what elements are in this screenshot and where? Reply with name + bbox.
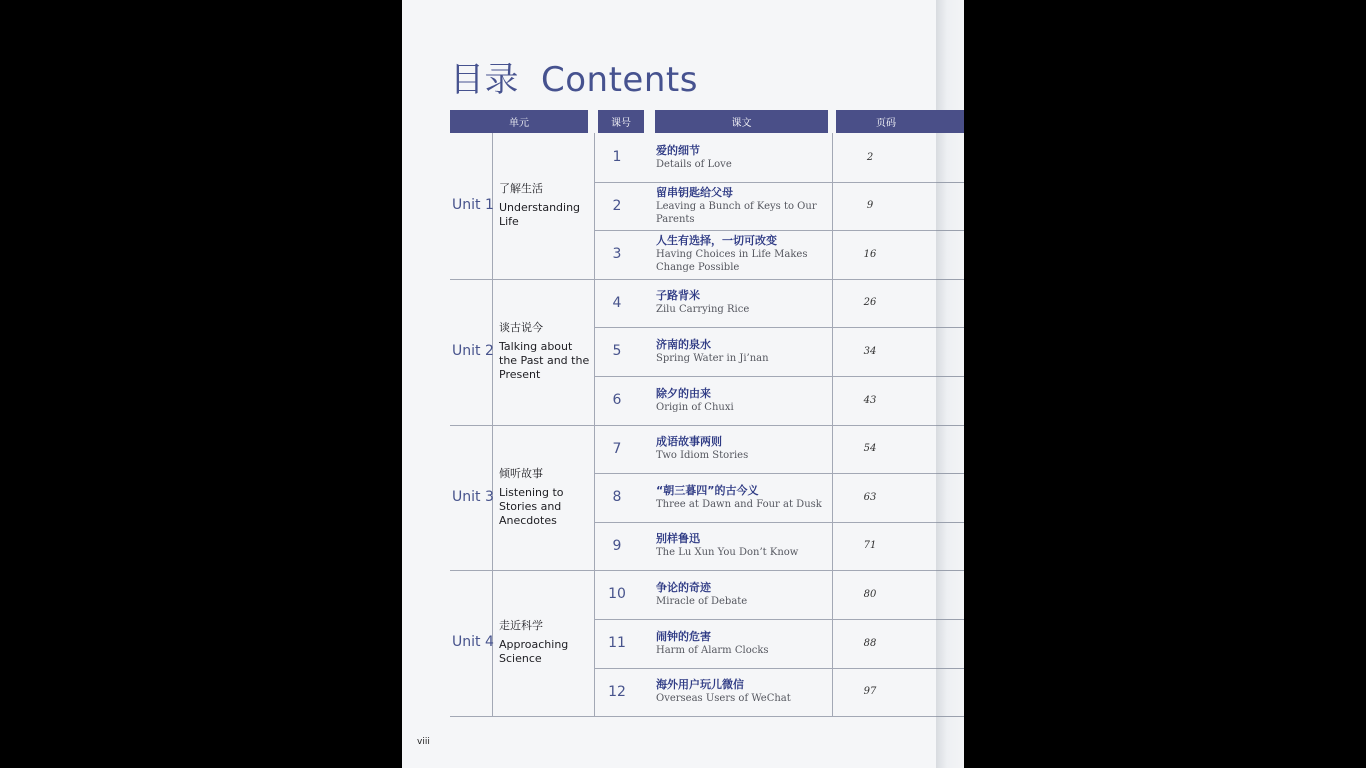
next-page-row-line <box>936 279 964 280</box>
lesson-page-number: 54 <box>863 443 877 455</box>
lesson-page-number: 80 <box>863 588 877 600</box>
lesson-number: 11 <box>608 635 626 651</box>
lesson-title-zh: 闹钟的危害 <box>656 629 711 643</box>
unit-name-zh: 走近科学 <box>499 619 543 633</box>
lesson-title-zh: 留串钥匙给父母 <box>656 185 733 199</box>
next-page-row-line <box>936 182 964 183</box>
lesson-title <box>656 473 828 521</box>
lesson-number: 3 <box>612 246 622 263</box>
unit-code: Unit 3 <box>452 488 494 505</box>
lesson-title-zh: 子路背米 <box>656 289 700 303</box>
lesson-title-zh: 除夕的由来 <box>656 386 711 400</box>
lesson-number: 1 <box>612 149 622 165</box>
lesson-title-en: Having Choices in Life Makes Change Possible <box>656 249 808 274</box>
next-page-row-line <box>936 668 964 669</box>
unit-divider <box>450 716 942 717</box>
lesson-title-en: Overseas Users of WeChat <box>656 693 791 705</box>
unit-name <box>499 467 591 528</box>
lesson-title-en: Spring Water in Ji’nan <box>656 352 769 364</box>
lesson-number: 9 <box>612 537 622 554</box>
lesson-page-number: 97 <box>863 686 877 698</box>
lesson-title-en: Harm of Alarm Clocks <box>656 644 769 656</box>
unit-code: Unit 2 <box>452 342 494 359</box>
unit-name-zh: 了解生活 <box>499 181 543 195</box>
lesson-number: 10 <box>608 586 626 603</box>
unit-name <box>499 182 591 229</box>
lesson-number: 5 <box>612 343 622 360</box>
next-page-row-line <box>936 376 964 377</box>
unit-code: Unit 1 <box>452 196 494 213</box>
next-page-row-line <box>936 570 964 571</box>
lesson-title-en: Two Idiom Stories <box>656 450 749 462</box>
lesson-title-zh: 别样鲁迅 <box>656 532 700 546</box>
lesson-page-number: 26 <box>863 297 877 309</box>
lesson-title <box>656 327 828 375</box>
next-page-row-line <box>936 473 964 474</box>
lesson-number: 12 <box>608 683 626 700</box>
lesson-title-en: Miracle of Debate <box>656 595 748 607</box>
lesson-page-number: 43 <box>863 394 877 406</box>
page-folio: viii <box>417 737 430 747</box>
lesson-page-number: 63 <box>863 491 877 503</box>
lesson-title <box>656 182 828 230</box>
unit-name-en: Approaching Science <box>499 638 569 666</box>
next-page-row-line <box>936 522 964 523</box>
next-page-edge <box>936 0 964 768</box>
next-page-row-line <box>936 619 964 620</box>
lesson-title <box>656 425 828 473</box>
lesson-title <box>656 376 828 424</box>
lesson-title <box>656 522 828 570</box>
lesson-title-zh: 争论的奇迹 <box>656 580 711 594</box>
lesson-title-en: Details of Love <box>656 158 732 170</box>
header-lesson-no: 课号 <box>598 110 644 133</box>
lesson-page-number: 9 <box>866 200 874 212</box>
next-page-row-line <box>936 425 964 426</box>
lesson-title-en: Three at Dawn and Four at Dusk <box>656 498 822 510</box>
lesson-title-en: Origin of Chuxi <box>656 401 734 413</box>
lesson-title <box>656 133 828 181</box>
book-page <box>402 0 942 768</box>
lesson-title-en: The Lu Xun You Don’t Know <box>656 547 799 559</box>
lesson-title-zh: 爱的细节 <box>656 143 700 157</box>
lesson-page-number: 16 <box>863 248 877 260</box>
lesson-number: 2 <box>612 197 622 214</box>
header-unit: 单元 <box>450 110 588 133</box>
unit-code: Unit 4 <box>452 634 494 651</box>
lesson-title <box>656 570 828 618</box>
lesson-title <box>656 230 828 278</box>
next-page-row-line <box>936 327 964 328</box>
lesson-number: 8 <box>612 489 622 506</box>
lesson-number: 7 <box>612 440 622 457</box>
unit-name-zh: 倾听故事 <box>499 466 543 480</box>
page-title <box>450 52 698 101</box>
lesson-page-number: 2 <box>866 151 874 163</box>
lesson-title-zh: 人生有选择，一切可改变 <box>656 234 777 248</box>
unit-name-en: Understanding Life <box>499 200 581 228</box>
lesson-title-zh: “朝三暮四”的古今义 <box>656 483 759 497</box>
lesson-title-en: Leaving a Bunch of Keys to Our Parents <box>656 200 817 225</box>
lesson-title-zh: 成语故事两则 <box>656 435 722 449</box>
lesson-title-en: Zilu Carrying Rice <box>656 304 750 316</box>
lesson-title-zh: 海外用户玩儿微信 <box>656 678 744 692</box>
header-page: 页码 <box>836 110 936 133</box>
title-en: Contents <box>541 60 698 100</box>
lesson-title-zh: 济南的泉水 <box>656 337 711 351</box>
lesson-number: 6 <box>612 392 622 408</box>
lesson-title <box>656 279 828 327</box>
next-page-header-strip <box>936 110 964 133</box>
next-page-row-line <box>936 716 964 717</box>
unit-name-en: Talking about the Past and the Present <box>499 339 590 381</box>
unit-name-en: Listening to Stories and Anecdotes <box>499 485 564 527</box>
unit-name-zh: 谈古说今 <box>499 320 543 334</box>
lesson-number: 4 <box>612 294 622 311</box>
lesson-page-number: 34 <box>863 345 877 357</box>
unit-name <box>499 321 591 382</box>
unit-name <box>499 619 591 666</box>
lesson-page-number: 71 <box>863 540 877 552</box>
lesson-page-number: 88 <box>863 637 877 649</box>
title-zh: 目录 <box>450 60 519 100</box>
next-page-row-line <box>936 230 964 231</box>
lesson-title <box>656 619 828 667</box>
lesson-title <box>656 668 828 716</box>
header-text: 课文 <box>655 110 828 133</box>
